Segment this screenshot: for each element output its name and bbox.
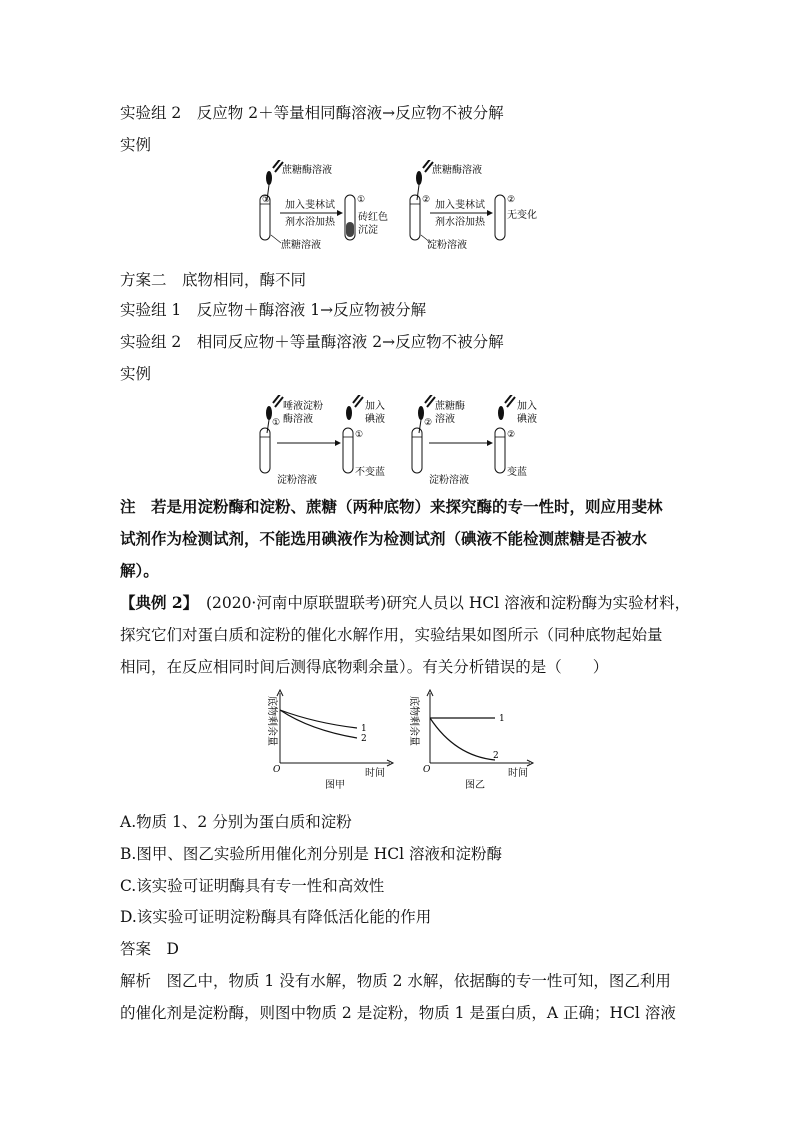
figure-tube-fehling — [255, 160, 555, 255]
svg-text:O: O — [273, 765, 281, 775]
answer: 答案 D — [120, 940, 179, 958]
svg-text:②: ② — [424, 418, 433, 428]
left-tube-group — [260, 160, 388, 251]
svg-text:蔗糖酶: 蔗糖酶 — [435, 401, 465, 412]
svg-text:碘液: 碘液 — [365, 414, 385, 425]
svg-text:无变化: 无变化 — [507, 210, 537, 221]
svg-text:加入斐林试: 加入斐林试 — [435, 200, 485, 211]
svg-text:碘液: 碘液 — [517, 414, 537, 425]
note-line-1: 注 若是用淀粉酶和淀粉、蔗糖（两种底物）来探究酶的专一性时，则应用斐林 — [120, 497, 663, 516]
right-tube-result — [495, 195, 505, 240]
svg-text:2: 2 — [493, 751, 499, 761]
svg-text:时间: 时间 — [365, 768, 385, 779]
svg-text:沉淀: 沉淀 — [358, 225, 378, 236]
svg-text:变蓝: 变蓝 — [507, 467, 527, 478]
line-example-1: 实例 — [120, 136, 152, 154]
example-tag: 【典例 2】 — [120, 593, 191, 612]
svg-text:加入斐林试: 加入斐林试 — [285, 200, 335, 211]
example-line-3: 相同，在反应相同时间后测得底物剩余量）。有关分析错误的是（ ） — [120, 658, 609, 676]
svg-text:淀粉溶液: 淀粉溶液 — [429, 475, 469, 486]
figure-tube-iodine — [255, 395, 555, 487]
svg-text:②: ② — [507, 430, 516, 440]
graph-jia — [266, 690, 393, 791]
svg-text:淀粉溶液: 淀粉溶液 — [277, 475, 317, 486]
svg-text:酶溶液: 酶溶液 — [283, 414, 313, 425]
graph-yi — [408, 690, 533, 791]
option-a: A.物质 1、2 分别为蛋白质和淀粉 — [120, 813, 352, 831]
option-b: B.图甲、图乙实验所用催化剂分别是 HCl 溶液和淀粉酶 — [120, 845, 503, 863]
svg-text:①: ① — [355, 430, 364, 440]
svg-text:①: ① — [262, 195, 271, 205]
explanation-line-1: 解析 图乙中，物质 1 没有水解，物质 2 水解，依据酶的专一性可知，图乙利用 — [120, 972, 671, 990]
option-c: C.该实验可证明酶具有专一性和高效性 — [120, 877, 385, 895]
svg-text:底物剩余量: 底物剩余量 — [408, 696, 419, 746]
explanation-line-2: 的催化剂是淀粉酶，则图中物质 2 是淀粉，物质 1 是蛋白质，A 正确；HCl 溶液 — [120, 1004, 676, 1022]
graphs-figure — [255, 688, 555, 793]
example-source: (2020·河南中原联盟联考)研究人员以 HCl 溶液和淀粉酶为实验材料， — [190, 594, 691, 612]
svg-text:1: 1 — [499, 714, 505, 724]
right-tube-group — [410, 160, 537, 251]
line-group-2: 实验组 2 相同反应物＋等量酶溶液 2→反应物不被分解 — [120, 333, 504, 351]
line-scheme-2: 方案二 底物相同，酶不同 — [120, 271, 307, 289]
svg-text:时间: 时间 — [508, 768, 528, 779]
svg-text:蔗糖溶液: 蔗糖溶液 — [281, 240, 321, 251]
svg-text:唾液淀粉: 唾液淀粉 — [283, 401, 323, 412]
svg-text:②: ② — [422, 195, 431, 205]
svg-text:①: ① — [357, 195, 366, 205]
svg-text:图乙: 图乙 — [465, 780, 485, 791]
line-group-1: 实验组 1 反应物＋酶溶液 1→反应物被分解 — [120, 301, 427, 319]
note-line-2: 试剂作为检测试剂，不能选用碘液作为检测试剂（碘液不能检测蔗糖是否被水 — [120, 529, 648, 548]
svg-text:蔗糖酶溶液: 蔗糖酶溶液 — [282, 165, 332, 176]
svg-text:剂水浴加热: 剂水浴加热 — [285, 217, 335, 228]
svg-text:不变蓝: 不变蓝 — [355, 467, 385, 478]
svg-text:O: O — [423, 765, 431, 775]
svg-text:底物剩余量: 底物剩余量 — [266, 696, 277, 746]
line-example-2: 实例 — [120, 365, 152, 383]
svg-text:加入: 加入 — [365, 401, 385, 412]
svg-text:图甲: 图甲 — [325, 780, 345, 791]
svg-text:溶液: 溶液 — [435, 414, 455, 425]
svg-text:①: ① — [272, 418, 281, 428]
left-iodine-group — [260, 395, 385, 486]
svg-text:蔗糖酶溶液: 蔗糖酶溶液 — [432, 165, 482, 176]
svg-text:加入: 加入 — [517, 401, 537, 412]
note-line-3: 解）。 — [120, 561, 159, 580]
right-iodine-group — [412, 395, 537, 486]
svg-text:砖红色: 砖红色 — [358, 212, 388, 223]
svg-text:淀粉溶液: 淀粉溶液 — [427, 240, 467, 251]
option-d: D.该实验可证明淀粉酶具有降低活化能的作用 — [120, 908, 432, 926]
right-tube-start — [410, 195, 420, 240]
example-line-2: 探究它们对蛋白质和淀粉的催化水解作用，实验结果如图所示（同种底物起始量 — [120, 626, 663, 644]
svg-text:2: 2 — [361, 734, 367, 744]
svg-text:1: 1 — [361, 724, 367, 734]
line-exp-group-2: 实验组 2 反应物 2＋等量相同酶溶液→反应物不被分解 — [120, 104, 504, 122]
svg-text:②: ② — [507, 195, 516, 205]
svg-text:剂水浴加热: 剂水浴加热 — [435, 217, 485, 228]
example-line-1 — [120, 593, 690, 613]
